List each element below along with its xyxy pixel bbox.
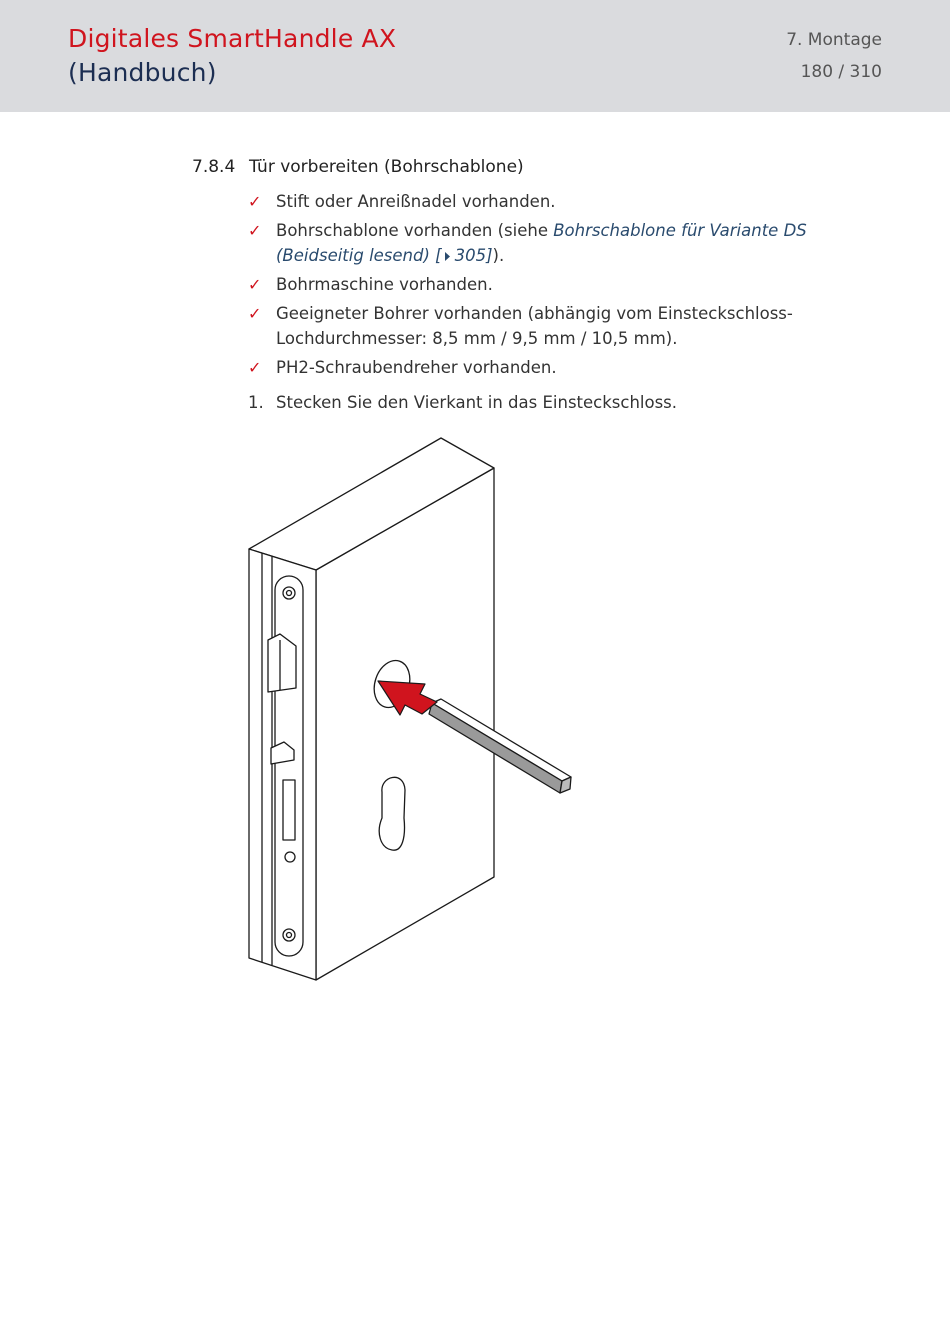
requirement-text <box>276 218 848 268</box>
check-icon: ✓ <box>248 221 262 240</box>
latch-bolt <box>268 634 296 692</box>
requirement-text-prefix: Bohrschablone vorhanden (siehe <box>276 221 554 240</box>
page-header <box>0 0 950 112</box>
document-subtitle: (Handbuch) <box>68 58 217 87</box>
requirement-item <box>248 355 848 380</box>
check-icon: ✓ <box>248 192 262 211</box>
page-number: 180 / 310 <box>800 62 882 82</box>
check-icon: ✓ <box>248 358 262 377</box>
step-text: Stecken Sie den Vierkant in das Einsteckschloss. <box>276 393 678 412</box>
step-number: 1. <box>248 393 264 412</box>
section-heading <box>192 157 524 177</box>
requirement-item <box>248 218 848 268</box>
step-item <box>248 390 848 415</box>
requirement-item <box>248 189 848 214</box>
requirement-text: PH2-Schraubendreher vorhanden. <box>276 358 557 377</box>
cross-reference-page: 305 <box>454 246 487 265</box>
check-icon: ✓ <box>248 275 262 294</box>
requirement-item <box>248 272 848 297</box>
page-arrow-icon <box>443 251 452 262</box>
cylinder-hole <box>379 777 405 850</box>
requirement-text-suffix: ). <box>492 246 505 265</box>
requirement-text: Geeigneter Bohrer vorhanden (abhängig vom Einsteckschloss-Lochdurchmesser: 8,5 mm / 9,5 mm / 10,5 mm). <box>276 304 793 348</box>
cylinder-slot <box>283 780 295 840</box>
chapter-label: 7. Montage <box>786 30 882 50</box>
section-number: 7.8.4 <box>192 157 236 177</box>
cross-reference-close: ] <box>486 246 493 265</box>
requirement-text: Stift oder Anreißnadel vorhanden. <box>276 192 556 211</box>
lock-faceplate <box>275 576 303 956</box>
section-title: Tür vorbereiten (Bohrschablone) <box>249 157 524 177</box>
check-icon: ✓ <box>248 304 262 323</box>
requirement-item <box>248 301 808 351</box>
door-lock-illustration <box>240 430 590 990</box>
cross-reference-title: Bohrschablone für Variante DS (Beidseitig lesend) [ <box>276 221 807 265</box>
document-title: Digitales SmartHandle AX <box>68 24 397 53</box>
requirement-text: Bohrmaschine vorhanden. <box>276 275 493 294</box>
